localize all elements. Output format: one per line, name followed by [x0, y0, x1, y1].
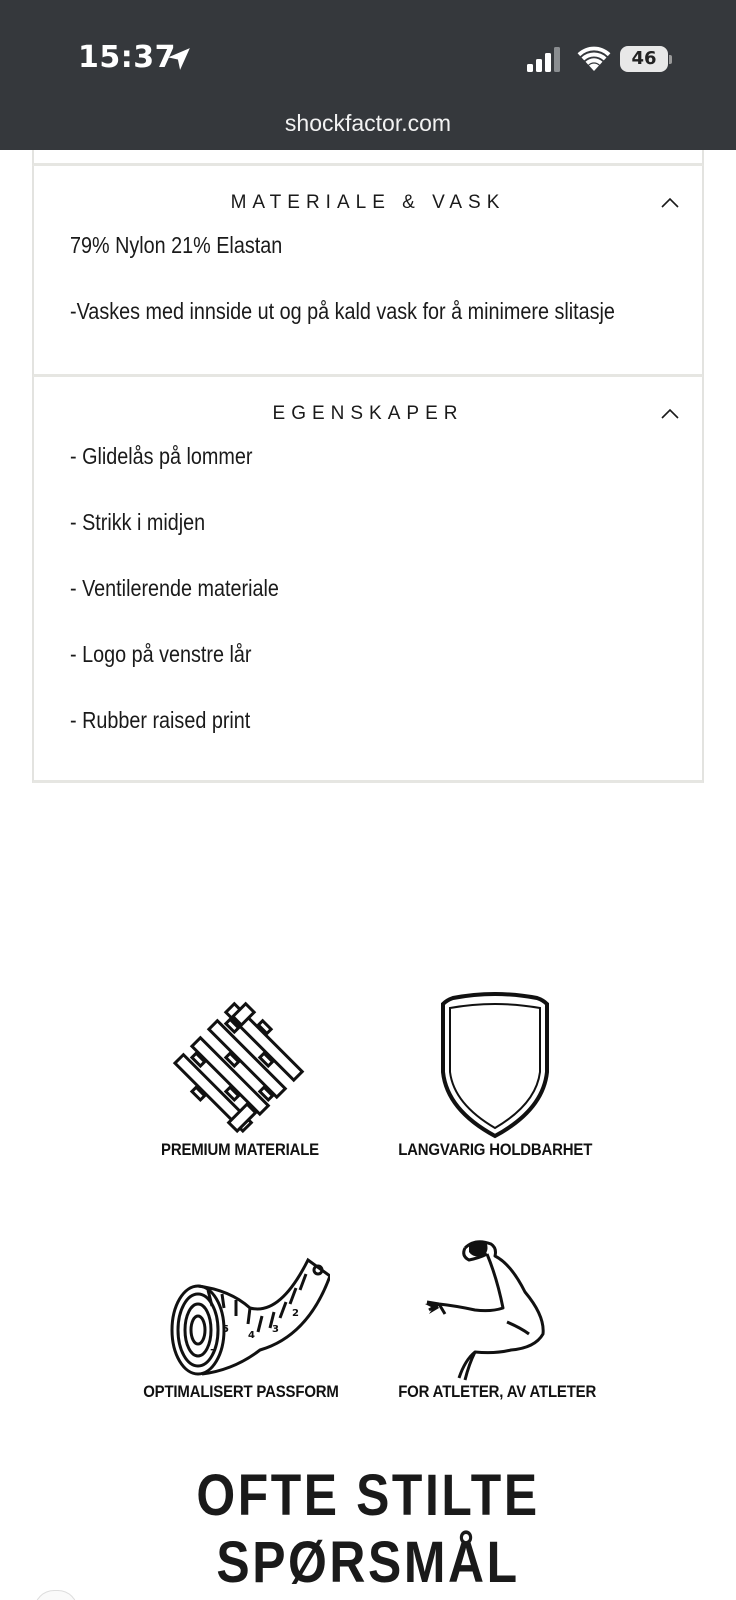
cellular-signal-icon [527, 47, 563, 73]
chevron-up-icon[interactable] [660, 407, 680, 419]
woven-fabric-icon [165, 992, 315, 1140]
accordion-panel-materiale [32, 166, 704, 377]
panel-text-line: - Strikk i midjen [70, 509, 206, 535]
feature-label: OPTIMALISERT PASSFORM [143, 1382, 339, 1401]
panel-text-line: - Rubber raised print [70, 707, 251, 733]
panel-text-line: - Logo på venstre lår [70, 641, 252, 667]
feature-premium-materiale [150, 992, 330, 1160]
accordion-body-materiale [70, 232, 672, 364]
svg-text:4: 4 [248, 1330, 255, 1341]
svg-text:3: 3 [272, 1324, 279, 1335]
accordion-body-egenskaper [70, 443, 672, 773]
svg-text:7: 7 [210, 1348, 217, 1359]
feature-label: FOR ATLETER, AV ATLETER [398, 1382, 597, 1401]
accordion-header-materiale[interactable]: MATERIALE & VASK [230, 192, 506, 213]
wifi-icon [577, 45, 611, 73]
location-arrow-icon [166, 46, 192, 72]
feature-optimalisert-passform [130, 1246, 350, 1402]
accordion-top-edge [32, 150, 704, 166]
battery-level: 46 [620, 46, 668, 72]
svg-text:5: 5 [222, 1324, 229, 1335]
feature-label: PREMIUM MATERIALE [161, 1140, 319, 1159]
chevron-up-icon[interactable] [660, 196, 680, 208]
panel-text-line: 79% Nylon 21% Elastan [70, 232, 283, 258]
accordion-panel-egenskaper [32, 377, 704, 783]
panel-text-line: - Glidelås på lommer [70, 443, 253, 469]
browser-top-bar [0, 0, 736, 150]
feature-label: LANGVARIG HOLDBARHET [398, 1140, 593, 1159]
shield-icon [433, 992, 557, 1140]
feature-for-atleter [385, 1234, 605, 1402]
feature-langvarig-holdbarhet [385, 992, 605, 1160]
flexed-arm-icon [425, 1234, 565, 1382]
measuring-tape-icon [150, 1246, 330, 1382]
status-time: 15:37 [78, 40, 176, 75]
svg-text:2: 2 [292, 1308, 299, 1319]
panel-text-line: - Ventilerende materiale [70, 575, 279, 601]
panel-text-line: -Vaskes med innside ut og på kald vask for å minimere slitasje [70, 298, 615, 324]
accordion-header-egenskaper[interactable]: EGENSKAPER [272, 403, 464, 424]
battery-icon [620, 46, 672, 74]
faq-heading: OFTE STILTE SPØRSMÅL [196, 1463, 540, 1595]
url-bar[interactable]: shockfactor.com [284, 110, 452, 136]
